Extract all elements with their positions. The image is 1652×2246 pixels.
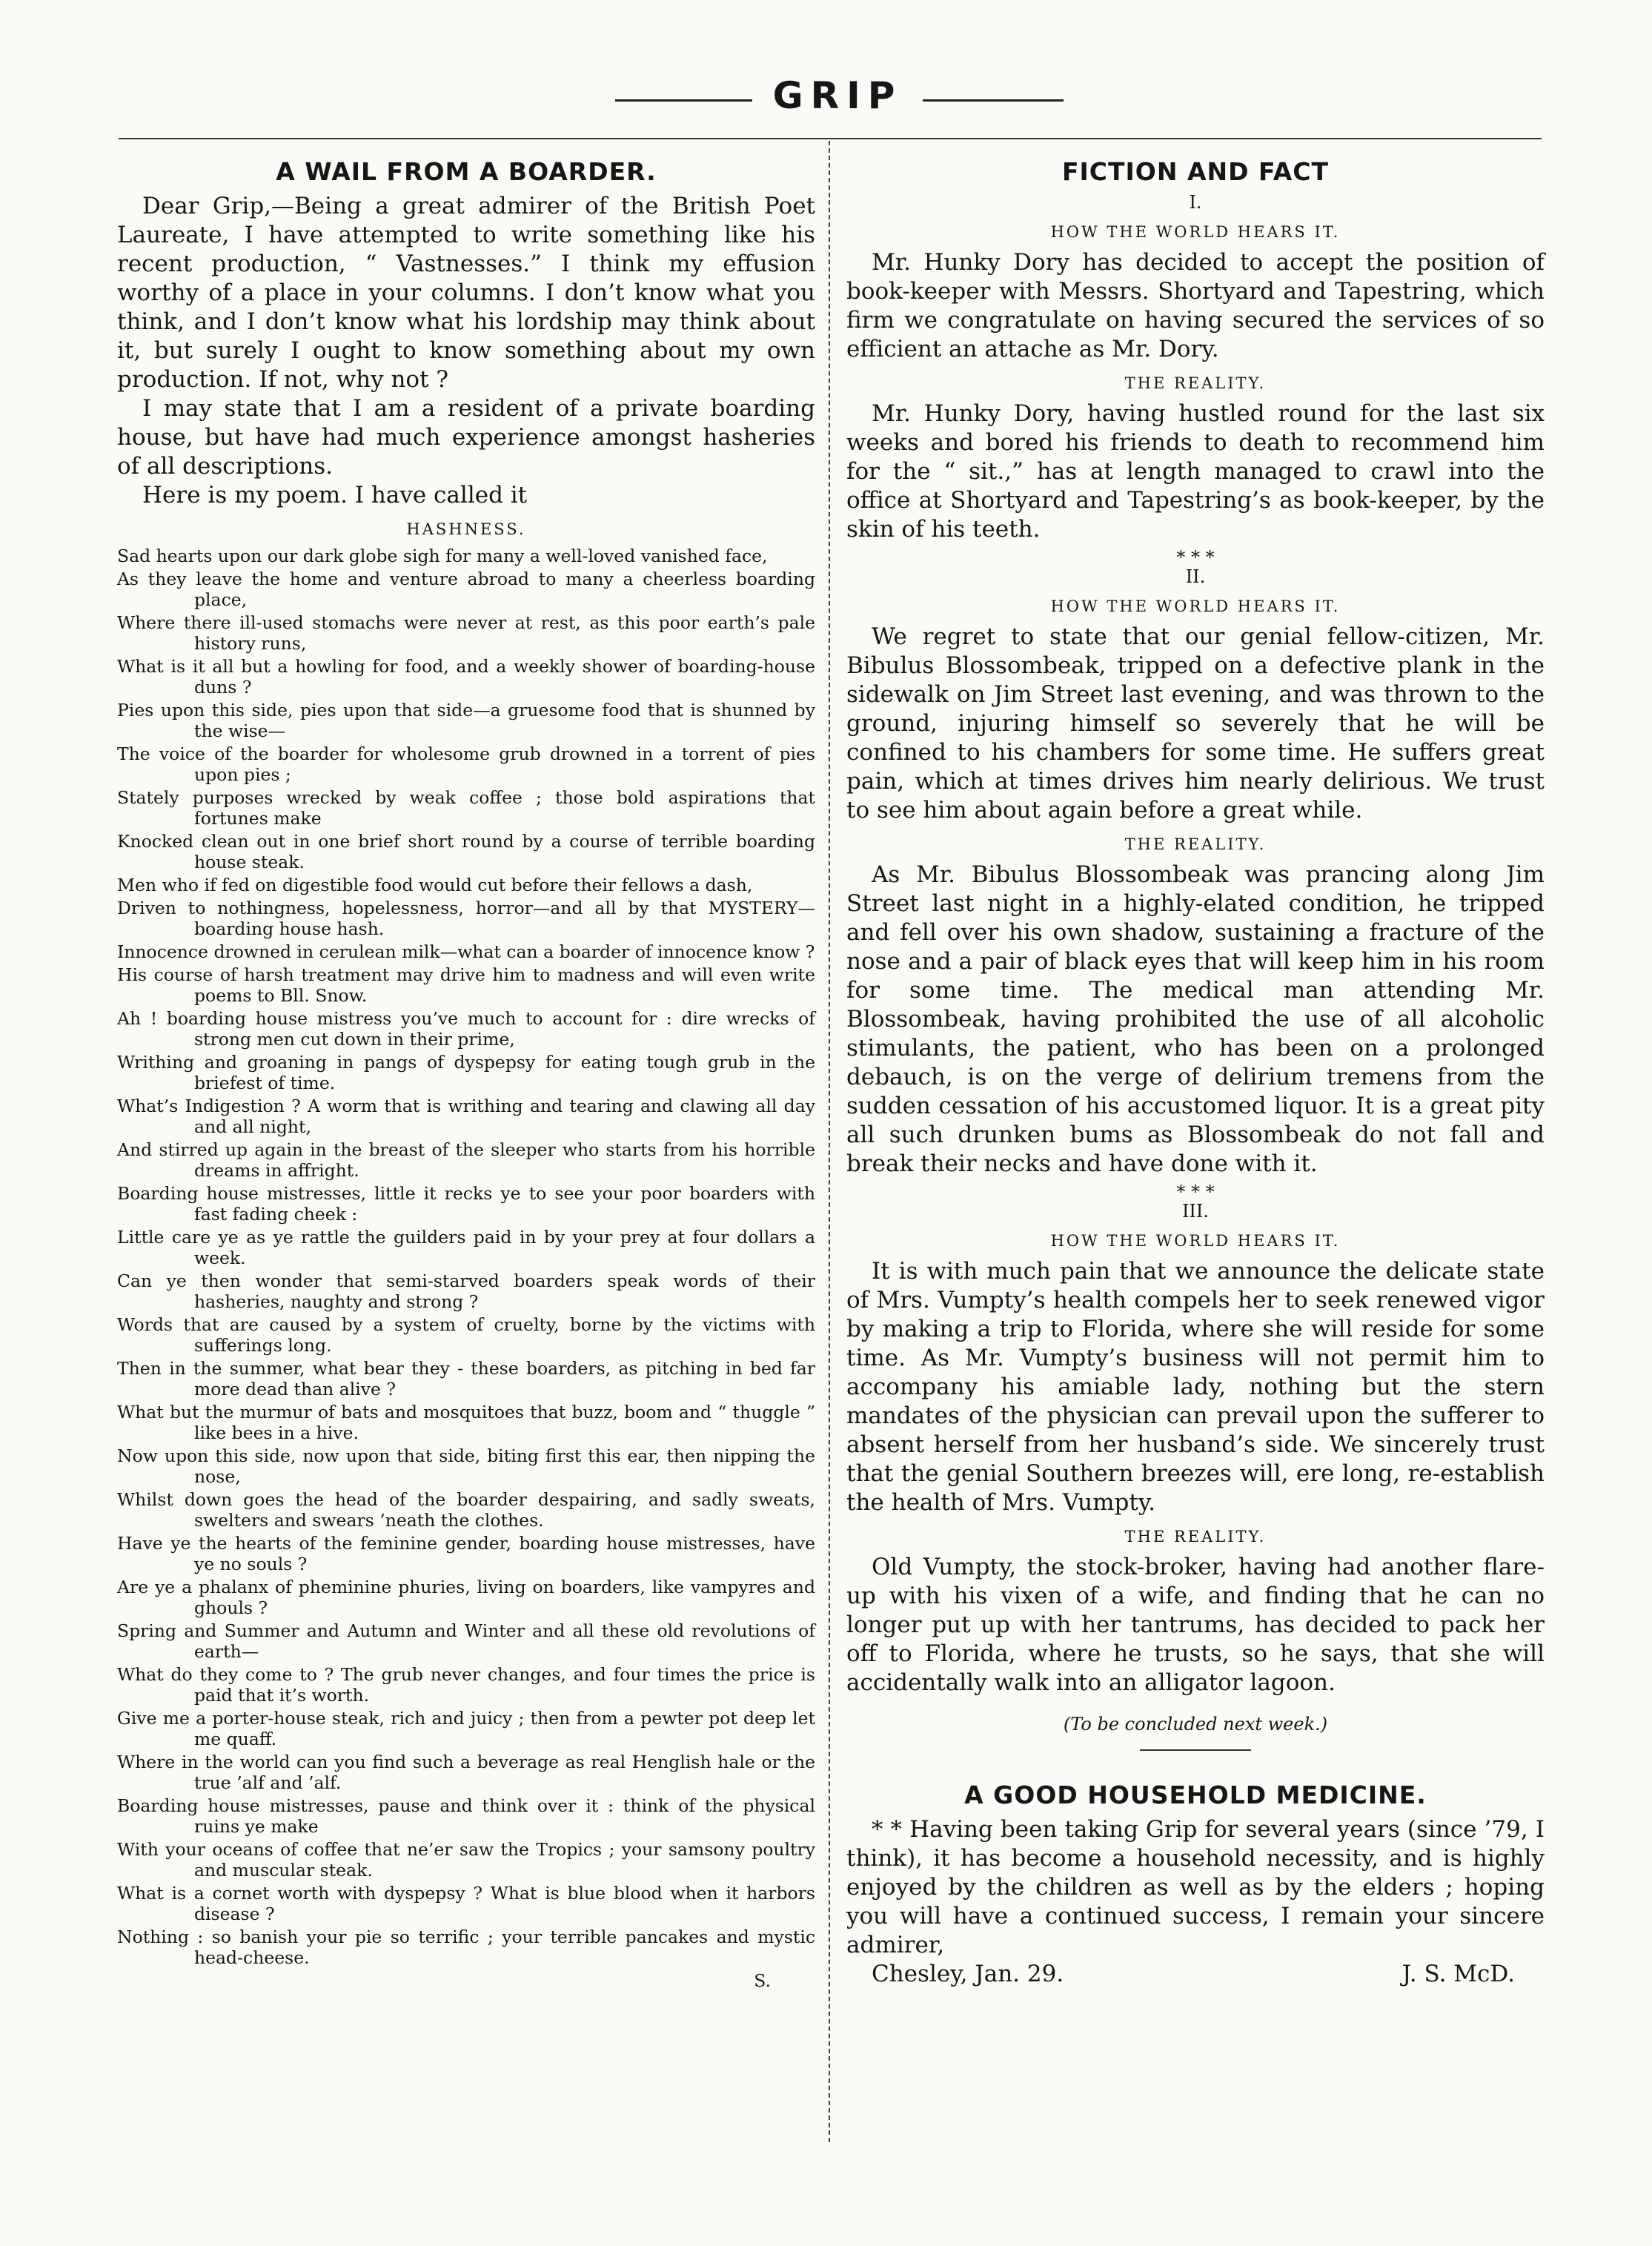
poem-line: Now upon this side, now upon that side, biting first this ear, then nipping the nose, — [117, 1445, 815, 1487]
poem-line: Nothing : so banish your pie so terrific ; your terrible pancakes and mystic head-cheese. — [117, 1927, 815, 1968]
masthead-rule-right — [923, 99, 1064, 102]
poem-line: And stirred up again in the breast of the sleeper who starts from his horrible dreams in affright. — [117, 1139, 815, 1181]
heard-subhead: HOW THE WORLD HEARS IT. — [1050, 1232, 1341, 1250]
wail-paragraph: I may state that I am a resident of a private boarding house, but have had much experience amongst hasheries of all descriptions. — [117, 395, 815, 480]
poem-line: Whilst down goes the head of the boarder despairing, and sadly sweats, swelters and swears ’neath the clothes. — [117, 1489, 815, 1531]
poem-line: Boarding house mistresses, pause and think over it : think of the physical ruins ye make — [117, 1795, 815, 1837]
wail-paragraph: Dear Grip,—Being a great admirer of the British Poet Laureate, I have attempted to write something like his recent production, “ Vastnesses.” I think my effusion worthy of a place in your columns. I don’t know what you think, and I don’t know what his lordship may think about it, but surely I ought to know something about my own production. If not, why not ? — [117, 193, 815, 393]
left-column — [117, 157, 815, 1991]
poem-line: Have ye the hearts of the feminine gender, boarding house mistresses, have ye no souls ? — [117, 1533, 815, 1574]
section-numeral: I. — [1189, 192, 1202, 213]
poem-line: Give me a porter-house steak, rich and juicy ; then from a pewter pot deep let me quaff. — [117, 1708, 815, 1749]
asterism: * * * — [1176, 547, 1215, 568]
poem-line: Are ye a phalanx of pheminine phuries, living on boarders, like vampyres and ghouls ? — [117, 1577, 815, 1618]
poem-line: Boarding house mistresses, little it recks ye to see your poor boarders with fast fading cheek : — [117, 1183, 815, 1225]
poem-signoff: S. — [754, 1970, 771, 1991]
reality-subhead: THE REALITY. — [1124, 1528, 1267, 1546]
continued-note: (To be concluded next week.) — [1063, 1714, 1328, 1735]
fiction-section — [846, 1201, 1545, 1697]
reality-subhead: THE REALITY. — [1124, 835, 1267, 853]
letter-signature: J. S. McD. — [1401, 1961, 1515, 1987]
poem-line: Sad hearts upon our dark globe sigh for many a well-loved vanished face, — [117, 546, 768, 566]
wail-intro-line: Here is my poem. I have called it — [142, 482, 528, 509]
poem-line: What do they come to ? The grub never changes, and four times the price is paid that it’s worth. — [117, 1664, 815, 1706]
poem-line: Can ye then wonder that semi-starved boarders speak words of their hasheries, naughty and strong ? — [117, 1271, 815, 1312]
heard-paragraph: Mr. Hunky Dory has decided to accept the position of book-keeper with Messrs. Shortyard and Tapestring, which firm we congratulate on having secured the services of so efficient an attache as Mr. Dory. — [846, 249, 1545, 362]
poem-line: Men who if fed on digestible food would cut before their fellows a dash, — [117, 875, 753, 895]
section-numeral: II. — [1185, 566, 1206, 587]
poem-line: What is a cornet worth with dyspepsy ? What is blue blood when it harbors disease ? — [117, 1883, 815, 1924]
poem-line: As they leave the home and venture abroad to many a cheerless boarding place, — [117, 569, 815, 610]
reality-paragraph: Old Vumpty, the stock-broker, having had another flare-up with his vixen of a wife, and finding that he can no longer put up with her tantrums, has decided to pack her off to Florida, where he trusts, so he says, that she will accidentally walk into an alligator lagoon. — [846, 1554, 1545, 1696]
letter-place-date: Chesley, Jan. 29. — [872, 1961, 1064, 1987]
poem-line: What is it all but a howling for food, and a weekly shower of boarding-house duns ? — [117, 656, 815, 698]
poem-line: Then in the summer, what bear they - these boarders, as pitching in bed far more dead than alive ? — [117, 1358, 815, 1399]
medicine-headline: A GOOD HOUSEHOLD MEDICINE. — [964, 1780, 1427, 1809]
poem-line: Where there ill-used stomachs were never at rest, as this poor earth’s pale history runs, — [117, 612, 815, 654]
heard-subhead: HOW THE WORLD HEARS IT. — [1050, 597, 1341, 615]
section-rule — [1140, 1749, 1251, 1751]
masthead — [0, 74, 1652, 126]
reality-paragraph: Mr. Hunky Dory, having hustled round for the last six weeks and bored his friends to death to recommend him for the “ sit.,” has at length managed to crawl into the office at Shortyard and Tapestring’s as book-keeper, by the skin of his teeth. — [846, 400, 1545, 543]
poem-line: What’s Indigestion ? A worm that is writhing and tearing and clawing all day and all night, — [117, 1096, 815, 1137]
poem-line: Pies upon this side, pies upon that side—a gruesome food that is shunned by the wise— — [117, 700, 815, 741]
heard-paragraph: It is with much pain that we announce the delicate state of Mrs. Vumpty’s health compels her to seek renewed vigor by making a trip to Florida, where she will reside for some time. As Mr. Vumpty’s business will not permit him to accompany his amiable lady, nothing but the stern mandates of the physician can prevail upon the sufferer to absent herself from her husband’s side. We sincerely trust that the genial Southern breezes will, ere long, re-establish the health of Mrs. Vumpty. — [846, 1258, 1545, 1516]
masthead-rule-left — [615, 99, 752, 102]
reality-subhead: THE REALITY. — [1124, 374, 1267, 392]
poem-line: Stately purposes wrecked by weak coffee ; those bold aspirations that fortunes make — [117, 787, 815, 829]
masthead-title: GRIP — [772, 74, 903, 117]
fiction-section — [846, 192, 1545, 544]
poem-line: Little care ye as ye rattle the guilders paid in by your prey at four dollars a week. — [117, 1227, 815, 1268]
asterism: * * * — [1176, 1182, 1215, 1202]
right-column — [846, 157, 1545, 1989]
poem-line: Driven to nothingness, hopelessness, horror—and all by that MYSTERY—boarding house hash. — [117, 898, 815, 939]
fiction-section — [846, 566, 1545, 1179]
wail-headline: A WAIL FROM A BOARDER. — [276, 157, 657, 186]
poem — [117, 546, 815, 1968]
poem-line: Writhing and groaning in pangs of dyspepsy for eating tough grub in the briefest of time. — [117, 1052, 815, 1093]
medicine-letter: * * Having been taking Grip for several years (since ’79, I think), it has become a household necessity, and is highly enjoyed by the children as well as by the elders ; hoping you will have a continued success, I remain your sincere admirer, — [846, 1816, 1545, 1958]
poem-line: Knocked clean out in one brief short round by a course of terrible boarding house steak. — [117, 831, 815, 872]
top-rule — [119, 138, 1542, 139]
poem-line: Where in the world can you find such a beverage as real Henglish hale or the true ’alf and ’alf. — [117, 1752, 815, 1793]
poem-line: Ah ! boarding house mistress you’ve much to account for : dire wrecks of strong men cut down in their prime, — [117, 1008, 815, 1050]
letter-signature-line — [846, 1960, 1545, 1989]
poem-line: With your oceans of coffee that ne’er saw the Tropics ; your samsony poultry and muscular steak. — [117, 1839, 815, 1881]
poem-title: HASHNESS. — [406, 520, 526, 538]
poem-line: Words that are caused by a system of cruelty, borne by the victims with sufferings long. — [117, 1314, 815, 1356]
poem-line: His course of harsh treatment may drive him to madness and will even write poems to Bll. Snow. — [117, 964, 815, 1006]
fiction-headline: FICTION AND FACT — [1061, 157, 1330, 186]
poem-line: Spring and Summer and Autumn and Winter and all these old revolutions of earth— — [117, 1620, 815, 1662]
poem-line: Innocence drowned in cerulean milk—what can a boarder of innocence know ? — [117, 941, 815, 962]
heard-subhead: HOW THE WORLD HEARS IT. — [1050, 223, 1341, 241]
reality-paragraph: As Mr. Bibulus Blossombeak was prancing along Jim Street last night in a highly-elated condition, he tripped and fell over his own shadow, sustaining a fracture of the nose and a pair of black eyes that will keep him in his room for some time. The medical man attending Mr. Blossombeak, having prohibited the use of all alcoholic stimulants, the patient, who has been on a prolonged debauch, is on the verge of delirium tremens from the sudden cessation of his accustomed liquor. It is a great pity all such drunken bums as Blossombeak do not fall and break their necks and have done with it. — [846, 861, 1545, 1177]
section-numeral: III. — [1181, 1201, 1210, 1222]
poem-line: What but the murmur of bats and mosquitoes that buzz, boom and “ thuggle ” like bees in a hive. — [117, 1402, 815, 1443]
column-divider — [829, 141, 830, 2142]
poem-line: The voice of the boarder for wholesome grub drowned in a torrent of pies upon pies ; — [117, 743, 815, 785]
heard-paragraph: We regret to state that our genial fellow-citizen, Mr. Bibulus Blossombeak, tripped on a defective plank in the sidewalk on Jim Street last evening, and was thrown to the ground, injuring himself so severely that he will be confined to his chambers for some time. He suffers great pain, which at times drives him nearly delirious. We trust to see him about again before a great while. — [846, 623, 1545, 824]
